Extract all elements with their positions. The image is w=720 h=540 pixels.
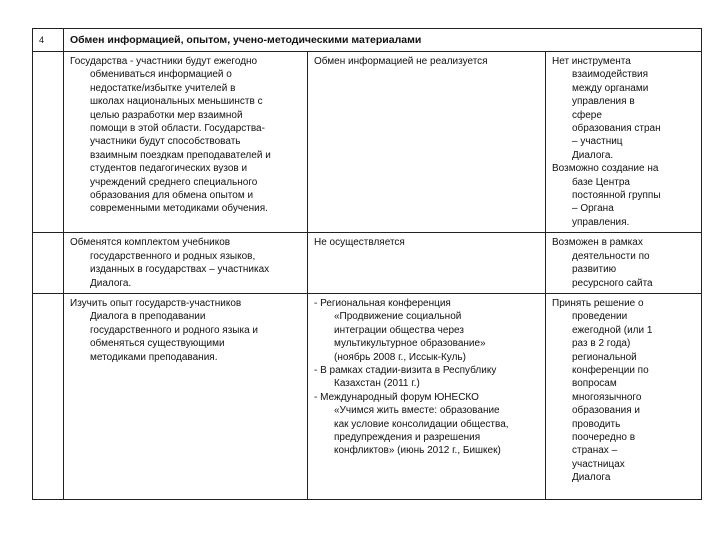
paragraph [314, 297, 539, 364]
paragraph [70, 297, 301, 364]
text-line: Диалога. [90, 277, 132, 289]
text-line: студентов педагогических вузов и [90, 163, 248, 175]
text-line: - Международный форум ЮНЕСКО [314, 391, 479, 403]
section-header-row [33, 29, 702, 52]
paragraph [552, 162, 695, 229]
paragraph [70, 236, 301, 290]
text-line: проводить [572, 418, 621, 430]
text-line: Возможно создание на [552, 163, 659, 175]
text-line: интеграции общества через [334, 324, 464, 336]
text-line: – Органа [572, 203, 614, 215]
text-line: Обмен информацией не реализуется [314, 56, 488, 67]
text-line: целью разработки мер взаимной [90, 109, 243, 121]
text-line: Диалога [572, 472, 611, 484]
text-line: Принять решение о [552, 297, 644, 309]
paragraph [552, 297, 695, 485]
text-line: развитию [572, 264, 617, 276]
text-line: государственного и родных языков, [90, 250, 256, 262]
table-row [33, 293, 702, 499]
paragraph [552, 55, 695, 162]
text-line: Обменятся комплектом учебников [70, 237, 231, 249]
text-line: - Региональная конференция [314, 297, 451, 309]
text-line: Диалога. [572, 149, 614, 161]
text-line: странах – [572, 445, 618, 457]
cooperation-table [32, 28, 702, 500]
paragraph [314, 391, 539, 458]
text-line: региональной [572, 351, 637, 363]
paragraph [70, 55, 301, 216]
text-line: ежегодной (или 1 [572, 324, 653, 336]
text-line: вопросам [572, 378, 617, 390]
text-line: недостатке/избытке учителей в [90, 82, 236, 94]
text-line: методиками преподавания. [90, 351, 218, 363]
section-title: Обмен информацией, опытом, учено-методическими материалами [64, 29, 702, 52]
status-cell [308, 52, 546, 233]
proposal-cell [546, 52, 702, 233]
text-line: Не осуществляется [314, 237, 405, 249]
text-line: обменяться существующими [90, 338, 225, 350]
text-line: (ноябрь 2008 г., Иссык-Куль) [334, 351, 466, 363]
text-line: между органами [572, 82, 649, 94]
text-line: проведении [572, 311, 628, 323]
text-line: конференции по [572, 364, 649, 376]
text-line: ресурсного сайта [572, 277, 653, 289]
text-line: школах национальных меньшинств с [90, 96, 263, 108]
paragraph [552, 236, 695, 290]
text-line: Возможен в рамках [552, 237, 643, 249]
text-line: Нет инструмента [552, 56, 631, 67]
table-row [33, 52, 702, 233]
text-line: базе Центра [572, 176, 630, 188]
table-row [33, 233, 702, 294]
text-line: Казахстан (2011 г.) [334, 378, 420, 390]
text-line: государственного и родного языка и [90, 324, 258, 336]
row-number-cell [33, 293, 64, 499]
measure-cell [64, 293, 308, 499]
section-number: 4 [33, 29, 64, 52]
text-line: - В рамках стадии-визита в Республику [314, 364, 497, 376]
text-line: постоянной группы [572, 190, 661, 202]
text-line: раз в 2 года) [572, 338, 631, 350]
text-line: участницах [572, 458, 625, 470]
text-line: образования для обмена опытом и [90, 190, 254, 202]
text-line: предупреждения и разрешения [334, 431, 481, 443]
text-line: поочередно в [572, 431, 636, 443]
paragraph [314, 236, 539, 249]
text-line: сфере [572, 109, 602, 121]
text-line: как условие консолидации общества, [334, 418, 509, 430]
text-line: «Учимся жить вместе: образование [334, 405, 500, 417]
text-line: образования и [572, 405, 640, 417]
text-line: Диалога в преподавании [90, 311, 206, 323]
status-cell [308, 233, 546, 294]
text-line: Государства - участники будут ежегодно [70, 56, 258, 67]
text-line: современными методиками обучения. [90, 203, 268, 215]
text-line: мультикультурное образование» [334, 338, 486, 350]
text-line: управления. [572, 216, 630, 228]
text-line: взаимным поездкам преподавателей и [90, 149, 271, 161]
text-line: управления в [572, 96, 635, 108]
text-line: обмениваться информацией о [90, 69, 232, 81]
text-line: помощи в этой области. Государства- [90, 123, 265, 135]
text-line: Изучить опыт государств-участников [70, 297, 242, 309]
row-number-cell [33, 233, 64, 294]
proposal-cell [546, 233, 702, 294]
text-line: участники будут способствовать [90, 136, 241, 148]
text-line: «Продвижение социальной [334, 311, 462, 323]
text-line: изданных в государствах – участниках [90, 264, 270, 276]
status-cell [308, 293, 546, 499]
text-line: – участниц [572, 136, 623, 148]
proposal-cell [546, 293, 702, 499]
row-number-cell [33, 52, 64, 233]
text-line: конфликтов» (июнь 2012 г., Бишкек) [334, 445, 501, 457]
text-line: взаимодействия [572, 69, 649, 81]
text-line: образования стран [572, 123, 661, 135]
text-line: учреждений среднего специального [90, 176, 258, 188]
text-line: многоязычного [572, 391, 642, 403]
paragraph [314, 55, 539, 68]
measure-cell [64, 52, 308, 233]
text-line: деятельности по [572, 250, 650, 262]
paragraph [314, 364, 539, 391]
measure-cell [64, 233, 308, 294]
